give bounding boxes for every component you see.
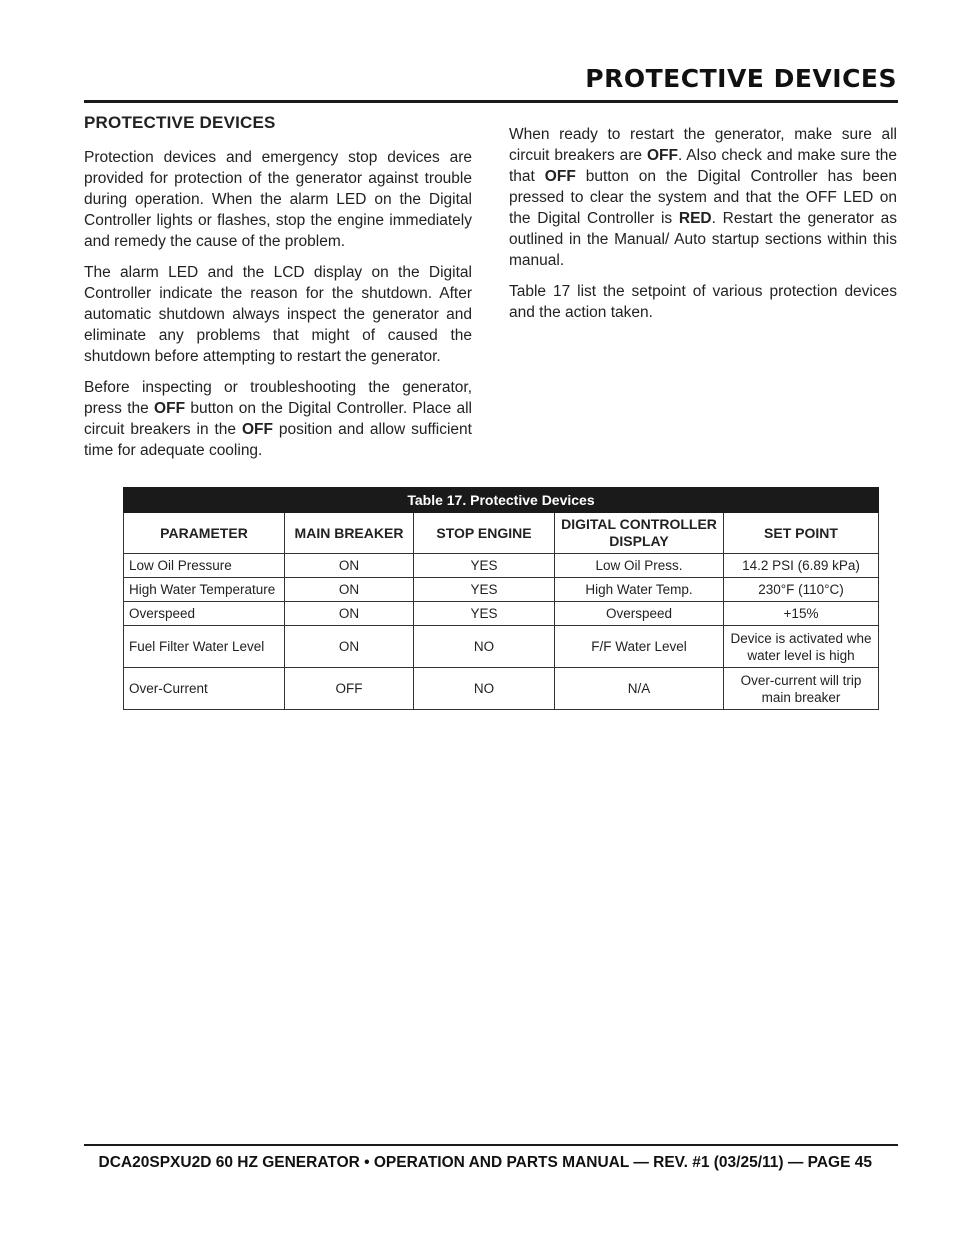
page-title: PROTECTIVE DEVICES <box>585 64 897 93</box>
cell-display: High Water Temp. <box>555 578 724 602</box>
table-header-row <box>124 513 879 554</box>
header-set-point: SET POINT <box>724 513 879 554</box>
paragraph-table-reference: Table 17 list the setpoint of various protection devices and the action taken. <box>509 283 897 321</box>
cell-main-breaker: OFF <box>285 668 414 710</box>
footer-divider <box>84 1144 898 1146</box>
cell-display: Overspeed <box>555 602 724 626</box>
paragraph-protection-devices: Protection devices and emergency stop devices are provided for protection of the generator against trouble during operation. When the alarm LED on the Digital Controller lights or flashes, stop the engine immediately and remedy the cause of the problem. <box>84 149 472 250</box>
page-footer: DCA20SPXU2D 60 HZ GENERATOR • OPERATION AND PARTS MANUAL — REV. #1 (03/25/11) — PAGE 45 <box>98 1154 872 1171</box>
cell-parameter: High Water Temperature <box>124 578 285 602</box>
table-row <box>124 668 879 710</box>
header-digital-controller-display: DIGITAL CONTROLLER DISPLAY <box>555 513 724 554</box>
cell-set-point: 230°F (110°C) <box>724 578 879 602</box>
cell-stop-engine: NO <box>414 626 555 668</box>
table-row <box>124 578 879 602</box>
cell-display: F/F Water Level <box>555 626 724 668</box>
table-caption: Table 17. Protective Devices <box>124 488 879 513</box>
cell-set-point: Device is activated whe water level is high <box>724 626 879 668</box>
right-column <box>509 124 897 333</box>
header-divider <box>84 100 898 103</box>
protective-devices-table <box>123 487 879 710</box>
header-main-breaker: MAIN BREAKER <box>285 513 414 554</box>
cell-display: Low Oil Press. <box>555 554 724 578</box>
cell-parameter: Over-Current <box>124 668 285 710</box>
cell-main-breaker: ON <box>285 626 414 668</box>
cell-display: N/A <box>555 668 724 710</box>
table-row <box>124 554 879 578</box>
paragraph-restart: When ready to restart the generator, make sure all circuit breakers are OFF. Also check and make sure the that OFF button on the Digital Controller has been pressed to clear the system and that the OFF LED on the Digital Controller is RED. Restart the generator as outlined in the Manual/ Auto startup sections within this manual. <box>509 126 898 269</box>
cell-stop-engine: YES <box>414 578 555 602</box>
cell-main-breaker: ON <box>285 602 414 626</box>
cell-set-point: Over-current will trip main breaker <box>724 668 879 710</box>
table-caption-row <box>124 488 879 513</box>
header-parameter: PARAMETER <box>124 513 285 554</box>
cell-main-breaker: ON <box>285 578 414 602</box>
cell-stop-engine: YES <box>414 602 555 626</box>
paragraph-alarm-led: The alarm LED and the LCD display on the Digital Controller indicate the reason for the shutdown. After automatic shutdown always inspect the generator and eliminate any problems that might of caused the shutdown before attempting to restart the generator. <box>84 264 472 365</box>
cell-parameter: Low Oil Pressure <box>124 554 285 578</box>
section-title: PROTECTIVE DEVICES <box>84 113 276 132</box>
table-row <box>124 602 879 626</box>
cell-stop-engine: NO <box>414 668 555 710</box>
cell-set-point: 14.2 PSI (6.89 kPa) <box>724 554 879 578</box>
table-row <box>124 626 879 668</box>
header-stop-engine: STOP ENGINE <box>414 513 555 554</box>
cell-set-point: +15% <box>724 602 879 626</box>
left-column <box>84 112 472 471</box>
cell-parameter: Overspeed <box>124 602 285 626</box>
cell-stop-engine: YES <box>414 554 555 578</box>
cell-main-breaker: ON <box>285 554 414 578</box>
cell-parameter: Fuel Filter Water Level <box>124 626 285 668</box>
paragraph-before-inspecting: Before inspecting or troubleshooting the generator, press the OFF button on the Digital Controller. Place all circuit breakers in the OFF position and allow sufficient time for adequate cooling. <box>84 379 472 459</box>
